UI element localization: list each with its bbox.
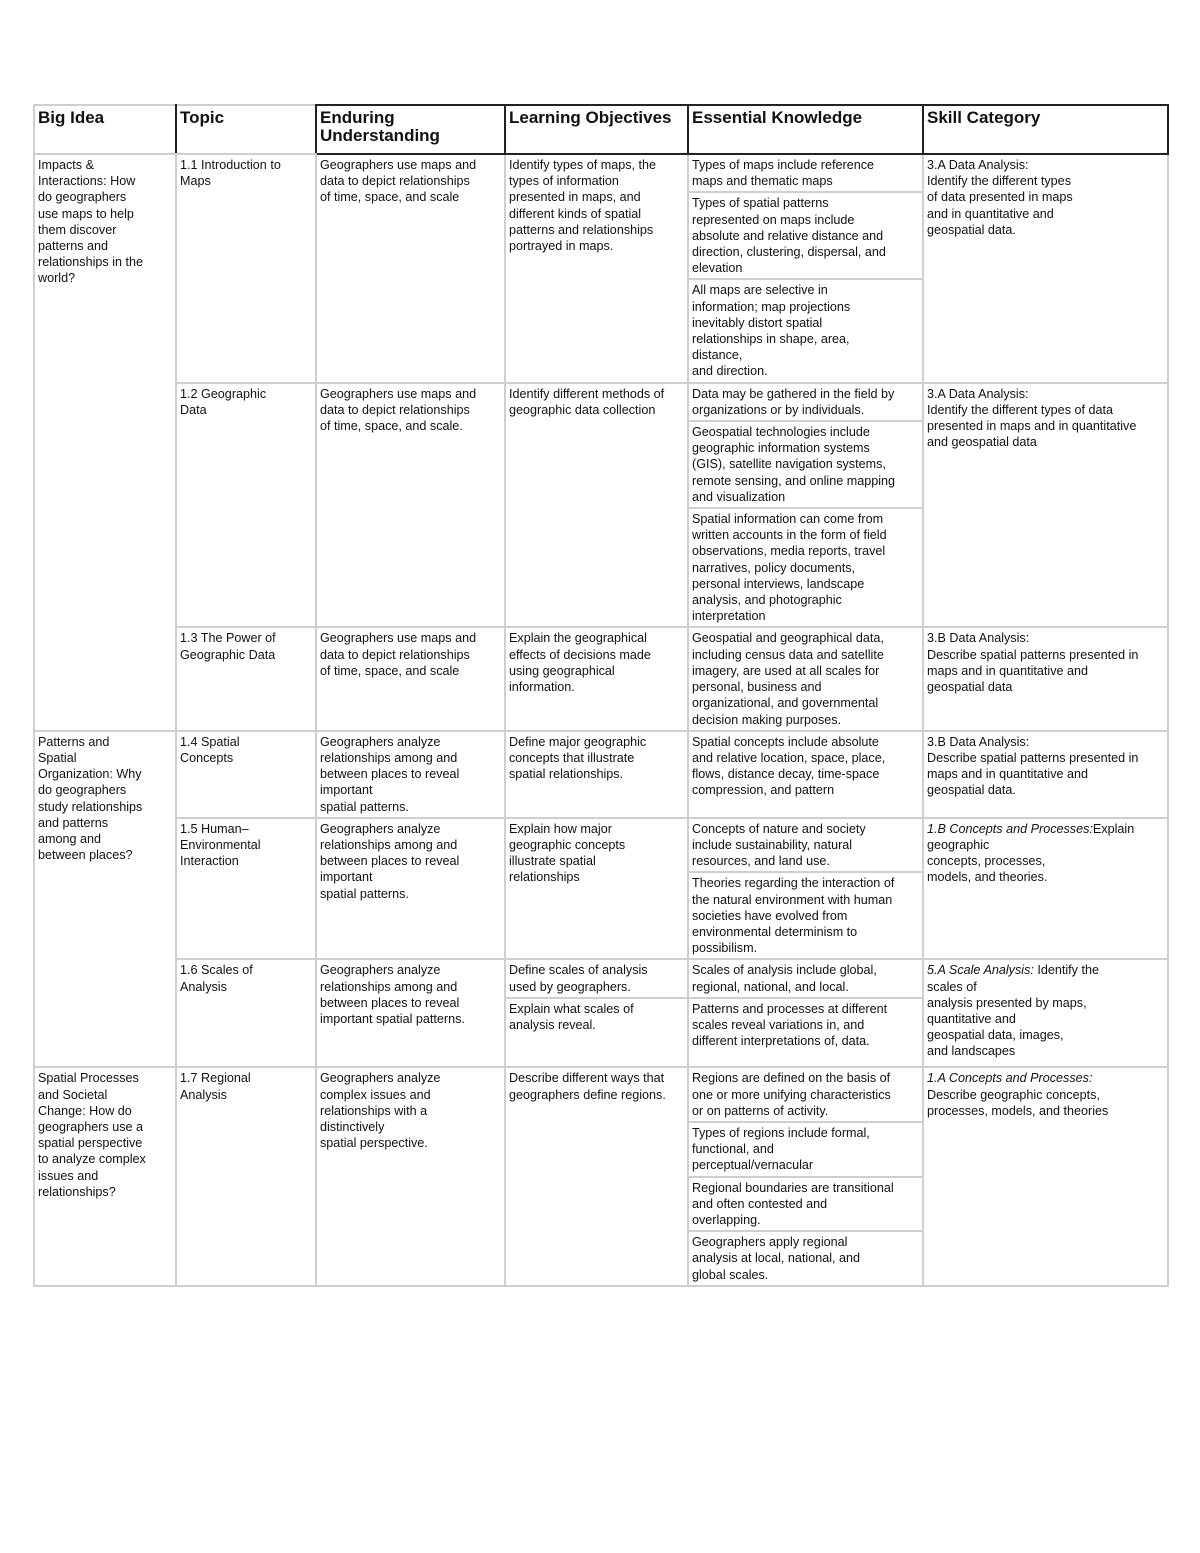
enduring-understanding-text: Geographers use maps and data to depict relationships of time, space, and scale: [320, 631, 477, 678]
essential-knowledge-cell: [688, 383, 923, 628]
learning-objectives-cell: [505, 154, 688, 383]
curriculum-table: [33, 104, 1169, 1287]
learning-objectives-cell: [505, 627, 688, 730]
essential-knowledge-item: Geospatial and geographical data, including census data and satellite imagery, are used at all scales for personal, business and organizational, and governmental decision making purposes.: [692, 631, 884, 727]
learning-objective-item: Explain how major geographic concepts illustrate spatial relationships: [509, 821, 626, 885]
enduring-understanding-text: Geographers analyze relationships among and between places to reveal important spatial patterns.: [320, 734, 460, 814]
topic-cell: [176, 818, 316, 960]
learning-objectives-cell: [505, 1067, 688, 1285]
essential-knowledge-item: Scales of analysis include global, regional, national, and local.: [689, 960, 922, 998]
topic-text: 1.4 Spatial Concepts: [180, 734, 240, 765]
skill-category-cell: [923, 731, 1168, 818]
essential-knowledge-cell: [688, 731, 923, 818]
skill-category-description: Describe geographic concepts, processes, models, and theories: [927, 1087, 1109, 1118]
table-row: [34, 959, 1168, 1067]
header-skill-category: Skill Category: [923, 105, 1168, 154]
essential-knowledge-item: Spatial information can come from written accounts in the form of field observations, media reports, travel narratives, policy documents, personal interviews, landscape analysis, and photographic interpretation: [692, 512, 887, 624]
learning-objective-item: Explain the geographical effects of decisions made using geographical information.: [509, 631, 651, 695]
essential-knowledge-item: Regions are defined on the basis of one or more unifying characteristics or on patterns of activity.: [689, 1068, 922, 1123]
topic-text: 1.5 Human– Environmental Interaction: [180, 821, 261, 869]
big-idea-text: Spatial Processes and Societal Change: How do geographers use a spatial perspective to analyze complex issues and relationships?: [38, 1071, 146, 1199]
table-row: [34, 818, 1168, 960]
essential-knowledge-item: Geospatial technologies include geographic information systems (GIS), satellite navigation systems, remote sensing, and online mapping and visualization: [689, 422, 922, 509]
topic-text: 1.6 Scales of Analysis: [180, 963, 253, 994]
skill-category-description: 3.B Data Analysis: Describe spatial patterns presented in maps and in quantitative and geospatial data: [927, 631, 1139, 695]
skill-category-cell: [923, 818, 1168, 960]
header-topic: Topic: [176, 105, 316, 154]
learning-objective-item: Describe different ways that geographers define regions.: [509, 1071, 666, 1102]
skill-category-text: [924, 1068, 1167, 1121]
big-idea-cell: [34, 731, 176, 1068]
skill-category-cell: [923, 154, 1168, 383]
essential-knowledge-item: Data may be gathered in the field by organizations or by individuals.: [689, 384, 922, 422]
topic-cell: [176, 1067, 316, 1285]
topic-text: 1.7 Regional Analysis: [180, 1071, 251, 1102]
skill-category-label: 1.A Concepts and Processes:: [927, 1071, 1093, 1086]
big-idea-text: Impacts & Interactions: How do geographers use maps to help them discover patterns and relationships in the world?: [38, 158, 144, 286]
skill-category-description: Explain geographic concepts, processes, models, and theories.: [927, 821, 1135, 885]
learning-objective-item: Define scales of analysis used by geographers.: [506, 960, 687, 998]
skill-category-text: [924, 819, 1167, 888]
enduring-understanding-text: Geographers use maps and data to depict relationships of time, space, and scale: [320, 158, 477, 205]
learning-objective-item: Explain what scales of analysis reveal.: [509, 1001, 634, 1032]
table-row: [34, 154, 1168, 383]
learning-objective-item: Define major geographic concepts that illustrate spatial relationships.: [509, 734, 647, 782]
enduring-understanding-cell: [316, 383, 505, 628]
header-essential-knowledge: Essential Knowledge: [688, 105, 923, 154]
essential-knowledge-item: Patterns and processes at different scales reveal variations in, and different interpretations of, data.: [692, 1001, 888, 1049]
essential-knowledge-item: Types of maps include reference maps and thematic maps: [689, 155, 922, 193]
skill-category-cell: [923, 1067, 1168, 1285]
skill-category-text: [924, 628, 1167, 697]
topic-text: 1.1 Introduction to Maps: [180, 158, 281, 189]
table-row: [34, 627, 1168, 730]
skill-category-cell: [923, 383, 1168, 628]
essential-knowledge-cell: [688, 627, 923, 730]
essential-knowledge-cell: [688, 959, 923, 1067]
skill-category-label: 1.B Concepts and Processes:: [927, 821, 1093, 836]
skill-category-description: 3.A Data Analysis: Identify the different types of data presented in maps and in quantitative and geospatial data: [927, 386, 1137, 450]
skill-category-description: Identify the scales of analysis presented by maps, quantitative and geospatial data, images, and landscapes: [927, 963, 1099, 1059]
enduring-understanding-cell: [316, 731, 505, 818]
skill-category-label: 5.A Scale Analysis:: [927, 963, 1034, 978]
skill-category-description: 3.A Data Analysis: Identify the different types of data presented in maps and in quantitative and geospatial data.: [927, 158, 1073, 237]
essential-knowledge-item: Geographers apply regional analysis at local, national, and global scales.: [692, 1235, 861, 1282]
topic-cell: [176, 959, 316, 1067]
essential-knowledge-item: Regional boundaries are transitional and often contested and overlapping.: [689, 1178, 922, 1233]
essential-knowledge-item: Theories regarding the interaction of the natural environment with human societies have evolved from environmental determinism to possibilism.: [692, 876, 895, 956]
skill-category-text: [924, 155, 1167, 240]
essential-knowledge-cell: [688, 154, 923, 383]
enduring-understanding-cell: [316, 959, 505, 1067]
skill-category-text: [924, 384, 1167, 453]
essential-knowledge-cell: [688, 818, 923, 960]
big-idea-cell: [34, 154, 176, 731]
skill-category-cell: [923, 627, 1168, 730]
table-row: [34, 731, 1168, 818]
header-enduring-understanding: Enduring Understanding: [316, 105, 505, 154]
learning-objectives-cell: [505, 959, 688, 1067]
topic-cell: [176, 383, 316, 628]
topic-cell: [176, 154, 316, 383]
header-learning-objectives: Learning Objectives: [505, 105, 688, 154]
essential-knowledge-item: All maps are selective in information; map projections inevitably distort spatial relationships in shape, area, distance, and direction.: [692, 283, 851, 379]
enduring-understanding-cell: [316, 627, 505, 730]
learning-objectives-cell: [505, 383, 688, 628]
header-row: [34, 105, 1168, 154]
header-big-idea: Big Idea: [34, 105, 176, 154]
topic-cell: [176, 731, 316, 818]
big-idea-text: Patterns and Spatial Organization: Why do geographers study relationships and patterns among and between places?: [38, 734, 143, 863]
topic-cell: [176, 627, 316, 730]
skill-category-description: 3.B Data Analysis: Describe spatial patterns presented in maps and in quantitative and geospatial data.: [927, 734, 1139, 798]
skill-category-text: [924, 732, 1167, 801]
essential-knowledge-item: Types of regions include formal, functional, and perceptual/vernacular: [689, 1123, 922, 1178]
skill-category-text: [924, 960, 1167, 1061]
topic-text: 1.2 Geographic Data: [180, 386, 267, 417]
enduring-understanding-text: Geographers analyze relationships among and between places to reveal important spatial patterns.: [320, 821, 460, 901]
enduring-understanding-cell: [316, 154, 505, 383]
enduring-understanding-text: Geographers use maps and data to depict relationships of time, space, and scale.: [320, 386, 477, 434]
learning-objective-item: Identify types of maps, the types of information presented in maps, and different kinds of spatial patterns and relationships portrayed in maps.: [509, 158, 657, 254]
enduring-understanding-cell: [316, 818, 505, 960]
essential-knowledge-item: Types of spatial patterns represented on maps include absolute and relative distance and direction, clustering, dispersal, and elevation: [689, 193, 922, 280]
table-row: [34, 383, 1168, 628]
topic-text: 1.3 The Power of Geographic Data: [180, 631, 276, 662]
table-row: [34, 1067, 1168, 1285]
essential-knowledge-cell: [688, 1067, 923, 1285]
learning-objectives-cell: [505, 818, 688, 960]
learning-objectives-cell: [505, 731, 688, 818]
enduring-understanding-text: Geographers analyze relationships among and between places to reveal important spatial patterns.: [320, 963, 465, 1026]
skill-category-cell: [923, 959, 1168, 1067]
enduring-understanding-text: Geographers analyze complex issues and relationships with a distinctively spatial perspective.: [320, 1071, 441, 1151]
learning-objective-item: Identify different methods of geographic data collection: [509, 386, 665, 417]
enduring-understanding-cell: [316, 1067, 505, 1285]
big-idea-cell: [34, 1067, 176, 1285]
essential-knowledge-item: Spatial concepts include absolute and relative location, space, place, flows, distance decay, time-space compression, and pattern: [692, 734, 886, 798]
essential-knowledge-item: Concepts of nature and society include sustainability, natural resources, and land use.: [689, 819, 922, 874]
